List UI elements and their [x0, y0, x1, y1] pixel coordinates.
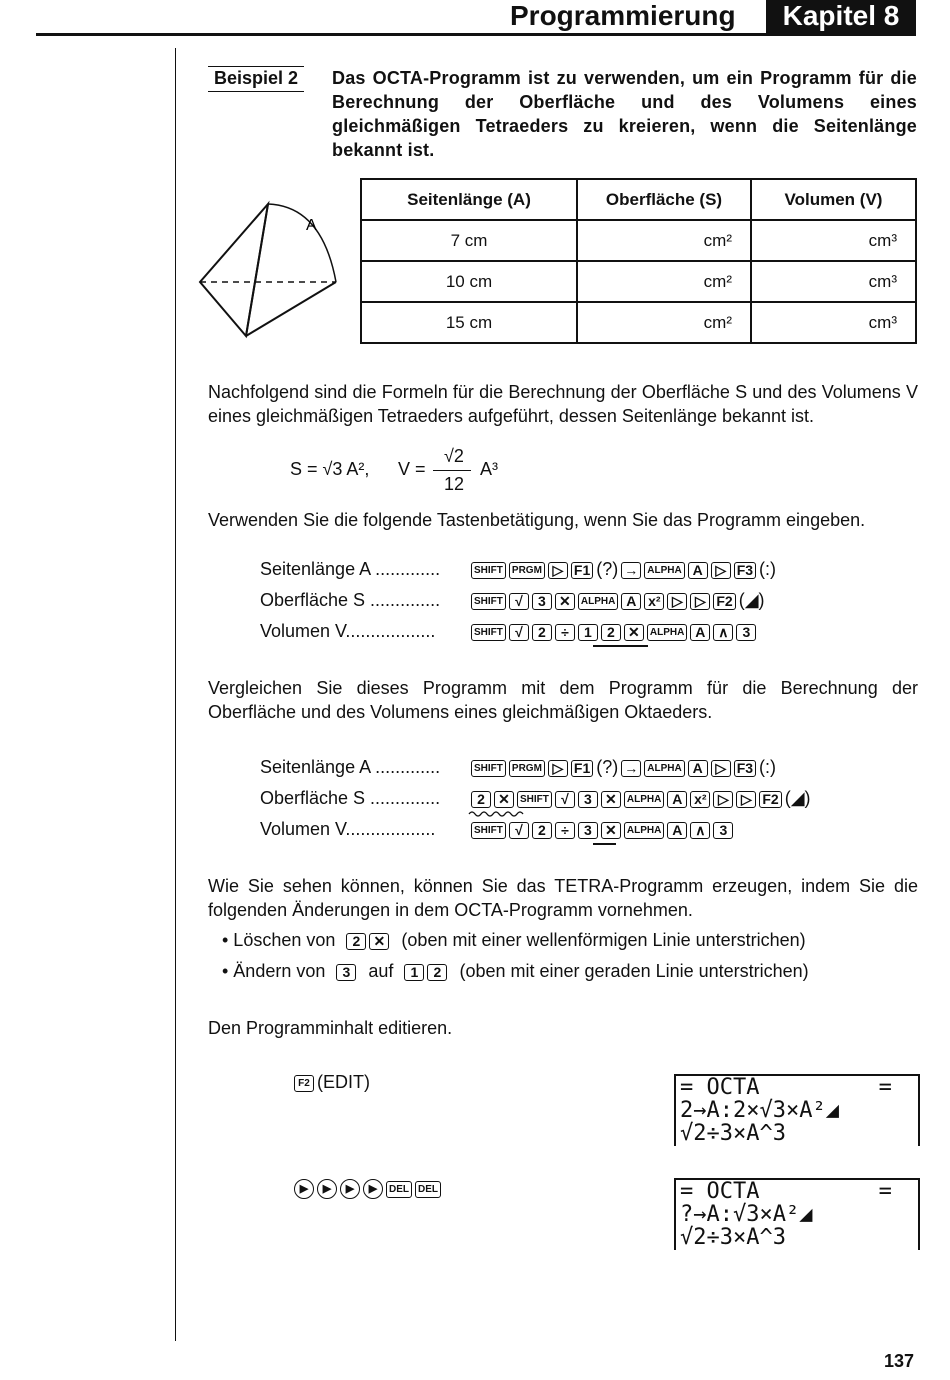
key: ∧ — [713, 624, 733, 641]
key: A — [621, 593, 641, 610]
wavy-underline — [468, 810, 526, 818]
key: ALPHA — [578, 593, 618, 610]
key: A — [667, 791, 687, 808]
header-rule — [36, 33, 916, 36]
key-annotation: (:) — [759, 757, 777, 777]
key: ▷ — [711, 760, 731, 777]
col-header: Seitenlänge (A) — [361, 179, 577, 220]
fraction-denominator: 12 — [444, 474, 465, 494]
key: ✕ — [494, 791, 514, 808]
fraction-bar — [433, 470, 471, 471]
col-header: Oberfläche (S) — [577, 179, 751, 220]
key: ▷ — [667, 593, 687, 610]
results-table — [360, 178, 917, 344]
key: ▷ — [711, 562, 731, 579]
key: ✕ — [369, 933, 389, 950]
key: ▶ — [363, 1179, 383, 1199]
formula-intro: Nachfolgend sind die Formeln für die Berechnung der Oberfläche S und des Volumens V eines gleichmäßigen Tetraeders aufgeführt, dessen Seitenlänge bekannt ist. — [208, 382, 918, 426]
key: A — [688, 562, 708, 579]
f2-key: F2 — [294, 1075, 314, 1092]
key: F1 — [571, 760, 593, 777]
key: 3 — [713, 822, 733, 839]
key: ALPHA — [644, 760, 684, 777]
key-annotation: (:) — [759, 559, 777, 579]
step-edit: F2 (EDIT) — [294, 1072, 370, 1093]
key: SHIFT — [471, 760, 506, 777]
key: PRGM — [509, 562, 545, 579]
key: √ — [509, 822, 529, 839]
margin-rule — [175, 48, 176, 1341]
key: 3 — [336, 964, 356, 981]
example-text: Das OCTA-Programm ist zu verwenden, um ein Programm für die Berechnung der Oberfläche und des Volumens eines gleichmäßigen Tetraeders zu kreieren, wenn die Seitenlänge bekannt ist. — [332, 68, 917, 160]
surface-formula: S = √3 A², — [290, 459, 370, 479]
straight-underline — [593, 645, 648, 647]
key: SHIFT — [471, 593, 506, 610]
keystroke-intro: Verwenden Sie die folgende Tastenbetätigung, wenn Sie das Programm eingeben. — [208, 510, 866, 530]
key: ÷ — [555, 624, 575, 641]
key: SHIFT — [471, 624, 506, 641]
key: F2 — [759, 791, 781, 808]
key: ▶ — [340, 1179, 360, 1199]
volume-formula-lhs: V = — [398, 459, 426, 479]
step-delete — [294, 1178, 444, 1199]
key: 2 — [532, 624, 552, 641]
key: 2 — [427, 964, 447, 981]
key: F3 — [734, 562, 756, 579]
octa-keys-v: Volumen V.................. SHIFT √ 2 ÷ 3 ✕ ALPHA A ∧ 3 — [260, 819, 736, 840]
lcd-screen-1: = OCTA = 2→A:2×√3×A²◢ √2÷3×A^3 — [674, 1074, 920, 1146]
compare-text: Vergleichen Sie dieses Programm mit dem Programm für die Berechnung der Oberfläche und des Volumens eines gleichmäßigen Oktaeders. — [208, 678, 918, 722]
key: A — [667, 822, 687, 839]
lcd-screen-2: = OCTA = ?→A:√3×A²◢ √2÷3×A^3 — [674, 1178, 920, 1250]
vertex-label: A — [306, 217, 317, 234]
chapter-section-title: Programmierung — [510, 0, 736, 31]
key: 2 — [601, 624, 621, 641]
volume-formula-rhs: A³ — [480, 459, 498, 479]
key: ALPHA — [647, 624, 687, 641]
example-label: Beispiel 2 — [208, 66, 304, 92]
key: F1 — [571, 562, 593, 579]
tetrahedron-figure — [192, 196, 342, 346]
table-row: 10 cm cm² cm³ — [361, 261, 916, 302]
key: ✕ — [555, 593, 575, 610]
key: 3 — [578, 791, 598, 808]
key: PRGM — [509, 760, 545, 777]
key: A — [688, 760, 708, 777]
key: ▷ — [736, 791, 756, 808]
key: √ — [509, 593, 529, 610]
key: ALPHA — [644, 562, 684, 579]
key: ▷ — [690, 593, 710, 610]
table-row: 15 cm cm² cm³ — [361, 302, 916, 343]
tetra-keys-v: Volumen V.................. SHIFT √ 2 ÷ 1 2 ✕ ALPHA A ∧ 3 — [260, 621, 759, 642]
key: 1 — [404, 964, 424, 981]
key: A — [690, 624, 710, 641]
key: SHIFT — [517, 791, 552, 808]
key: ✕ — [601, 822, 621, 839]
key: ÷ — [555, 822, 575, 839]
chapter-badge: Kapitel 8 — [766, 0, 916, 34]
formula — [290, 446, 520, 496]
key: F3 — [734, 760, 756, 777]
col-header: Volumen (V) — [751, 179, 916, 220]
key: SHIFT — [471, 822, 506, 839]
changes-intro: Wie Sie sehen können, können Sie das TETRA-Programm erzeugen, indem Sie die folgenden Änderungen in dem OCTA-Programm vornehmen. — [208, 876, 918, 920]
key: ∧ — [690, 822, 710, 839]
key-annotation: (◢) — [784, 788, 811, 808]
table-row: 7 cm cm² cm³ — [361, 220, 916, 261]
key: DEL — [386, 1181, 412, 1198]
key: ▷ — [548, 760, 568, 777]
straight-underline — [593, 843, 616, 845]
key: √ — [555, 791, 575, 808]
key: 2 — [346, 933, 366, 950]
key: ✕ — [624, 624, 644, 641]
bullet-delete: • Löschen von 2 ✕ (oben mit einer wellenförmigen Linie unterstrichen) — [222, 930, 806, 950]
key: x² — [644, 593, 664, 610]
key: ▷ — [548, 562, 568, 579]
key: 2 — [532, 822, 552, 839]
key: 1 — [578, 624, 598, 641]
key: DEL — [415, 1181, 441, 1198]
key-annotation: (◢) — [738, 590, 765, 610]
octa-keys-s: Oberfläche S .............. 2 ✕ SHIFT √ 3 ✕ ALPHA A x² ▷ ▷ F2 (◢) — [260, 788, 811, 808]
key: ▶ — [294, 1179, 314, 1199]
key: → — [621, 562, 641, 579]
key: ALPHA — [624, 822, 664, 839]
key: ALPHA — [624, 791, 664, 808]
tetra-keys-s: Oberfläche S .............. SHIFT √ 3 ✕ ALPHA A x² ▷ ▷ F2 (◢) — [260, 590, 765, 610]
key-annotation: (?) — [596, 757, 619, 777]
fraction-numerator: √2 — [444, 446, 464, 466]
key: 2 — [471, 791, 491, 808]
key: ▷ — [713, 791, 733, 808]
key: √ — [509, 624, 529, 641]
key: → — [621, 760, 641, 777]
edit-intro: Den Programminhalt editieren. — [208, 1018, 453, 1038]
tetra-keys-a: Seitenlänge A ............. SHIFT PRGM ▷ F1 (?) → ALPHA A ▷ F3 (:) — [260, 559, 777, 579]
key: F2 — [713, 593, 735, 610]
key: SHIFT — [471, 562, 506, 579]
key-annotation: (?) — [596, 559, 619, 579]
key: 3 — [532, 593, 552, 610]
key: x² — [690, 791, 710, 808]
bullet-change: • Ändern von 3 auf 1 2 (oben mit einer geraden Linie unterstrichen) — [222, 961, 809, 981]
key: ▶ — [317, 1179, 337, 1199]
key: ✕ — [601, 791, 621, 808]
key: 3 — [736, 624, 756, 641]
octa-keys-a: Seitenlänge A ............. SHIFT PRGM ▷ F1 (?) → ALPHA A ▷ F3 (:) — [260, 757, 777, 777]
key: 3 — [578, 822, 598, 839]
page-number: 137 — [884, 1351, 915, 1371]
